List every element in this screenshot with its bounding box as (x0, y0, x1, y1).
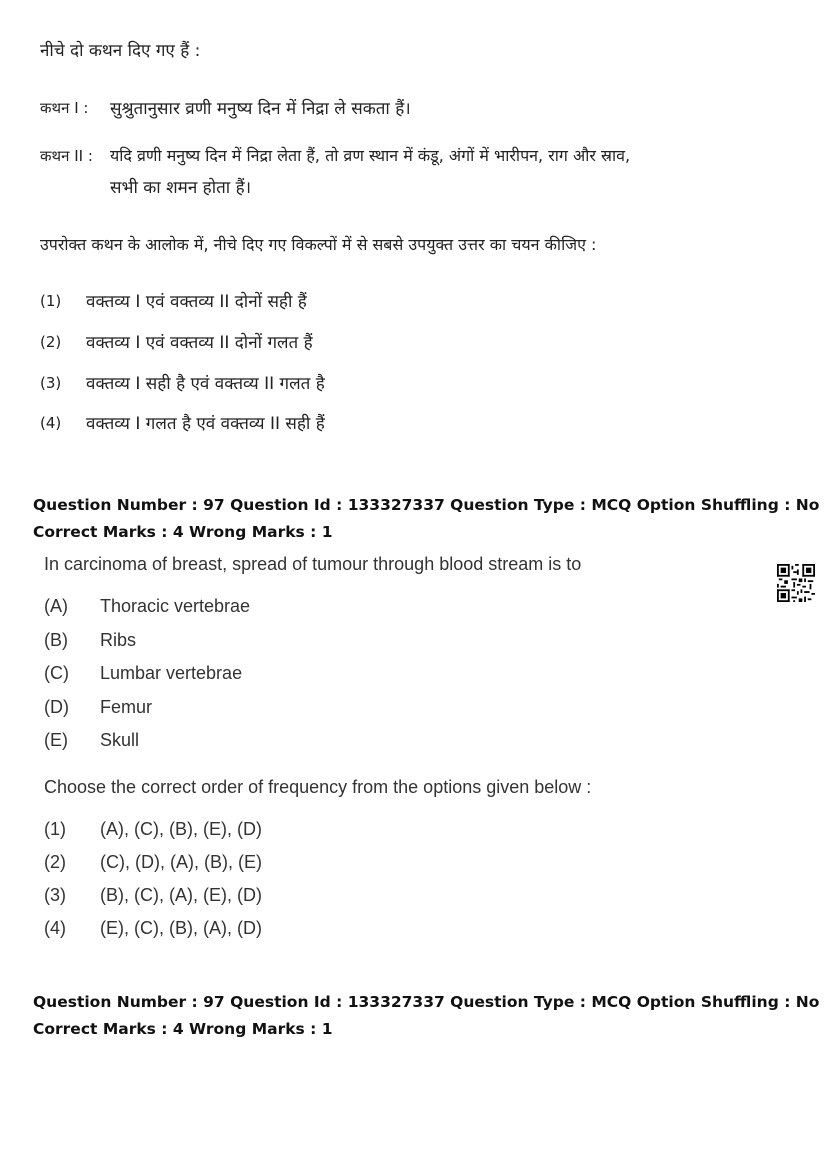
option-2-num: (2) (44, 852, 66, 872)
option-1-num: (1) (44, 819, 66, 839)
hindi-option-1-num: (1) (40, 292, 62, 310)
hindi-option-1-text: वक्तव्य I एवं वक्तव्य II दोनों सही हैं (86, 292, 307, 312)
statement2-line2: सभी का शमन होता हैं। (110, 178, 252, 198)
option-1-text: (A), (C), (B), (E), (D) (100, 819, 262, 839)
statement1-label: कथन I : (40, 99, 89, 117)
order-instruction: Choose the correct order of frequency from the options given below : (44, 777, 592, 797)
item-e-label: (E) (44, 730, 68, 750)
question-stem: In carcinoma of breast, spread of tumour through blood stream is to (44, 554, 582, 574)
hindi-option-2-num: (2) (40, 333, 62, 351)
hindi-option-4-num: (4) (40, 414, 62, 432)
option-3-num: (3) (44, 885, 66, 905)
item-a-label: (A) (44, 596, 68, 616)
question-meta-line2: Correct Marks : 4 Wrong Marks : 1 (33, 523, 333, 541)
statement1-text: सुश्रुतानुसार व्रणी मनुष्य दिन में निद्रा ले सकता हैं। (110, 99, 411, 119)
item-b-text: Ribs (100, 630, 137, 650)
hindi-option-3-text: वक्तव्य I सही है एवं वक्तव्य II गलत है (86, 374, 325, 394)
statement2-line1: यदि व्रणी मनुष्य दिन में निद्रा लेता हैं, तो व्रण स्थान में कंडू, अंगों में भारीपन, राग और स्राव, (110, 146, 631, 165)
hindi-instruction: उपरोक्त कथन के आलोक में, नीचे दिए गए विकल्पों में से सबसे उपयुक्त उत्तर का चयन कीजिए : (40, 235, 597, 254)
item-e-text: Skull (100, 730, 140, 750)
hindi-option-2-text: वक्तव्य I एवं वक्तव्य II दोनों गलत हैं (86, 333, 313, 353)
item-c-text: Lumbar vertebrae (100, 663, 243, 683)
item-d-text: Femur (100, 697, 153, 717)
option-3-text: (B), (C), (A), (E), (D) (100, 885, 262, 905)
footer-meta-line1: Question Number : 97 Question Id : 133327337 Question Type : MCQ Option Shuffling : No (33, 993, 820, 1011)
hindi-option-4-text: वक्तव्य I गलत है एवं वक्तव्य II सही हैं (86, 414, 325, 434)
hindi-intro: नीचे दो कथन दिए गए हैं : (40, 41, 201, 61)
option-4-text: (E), (C), (B), (A), (D) (100, 918, 262, 938)
item-d-label: (D) (44, 697, 69, 717)
item-a-text: Thoracic vertebrae (100, 596, 251, 616)
hindi-option-3-num: (3) (40, 374, 62, 392)
item-b-label: (B) (44, 630, 68, 650)
footer-meta-line2: Correct Marks : 4 Wrong Marks : 1 (33, 1020, 333, 1038)
qr-code-icon (777, 564, 815, 602)
item-c-label: (C) (44, 663, 69, 683)
option-4-num: (4) (44, 918, 66, 938)
statement2-label: कथन II : (40, 147, 93, 165)
question-meta-line1: Question Number : 97 Question Id : 133327337 Question Type : MCQ Option Shuffling : No (33, 496, 820, 514)
option-2-text: (C), (D), (A), (B), (E) (100, 852, 262, 872)
